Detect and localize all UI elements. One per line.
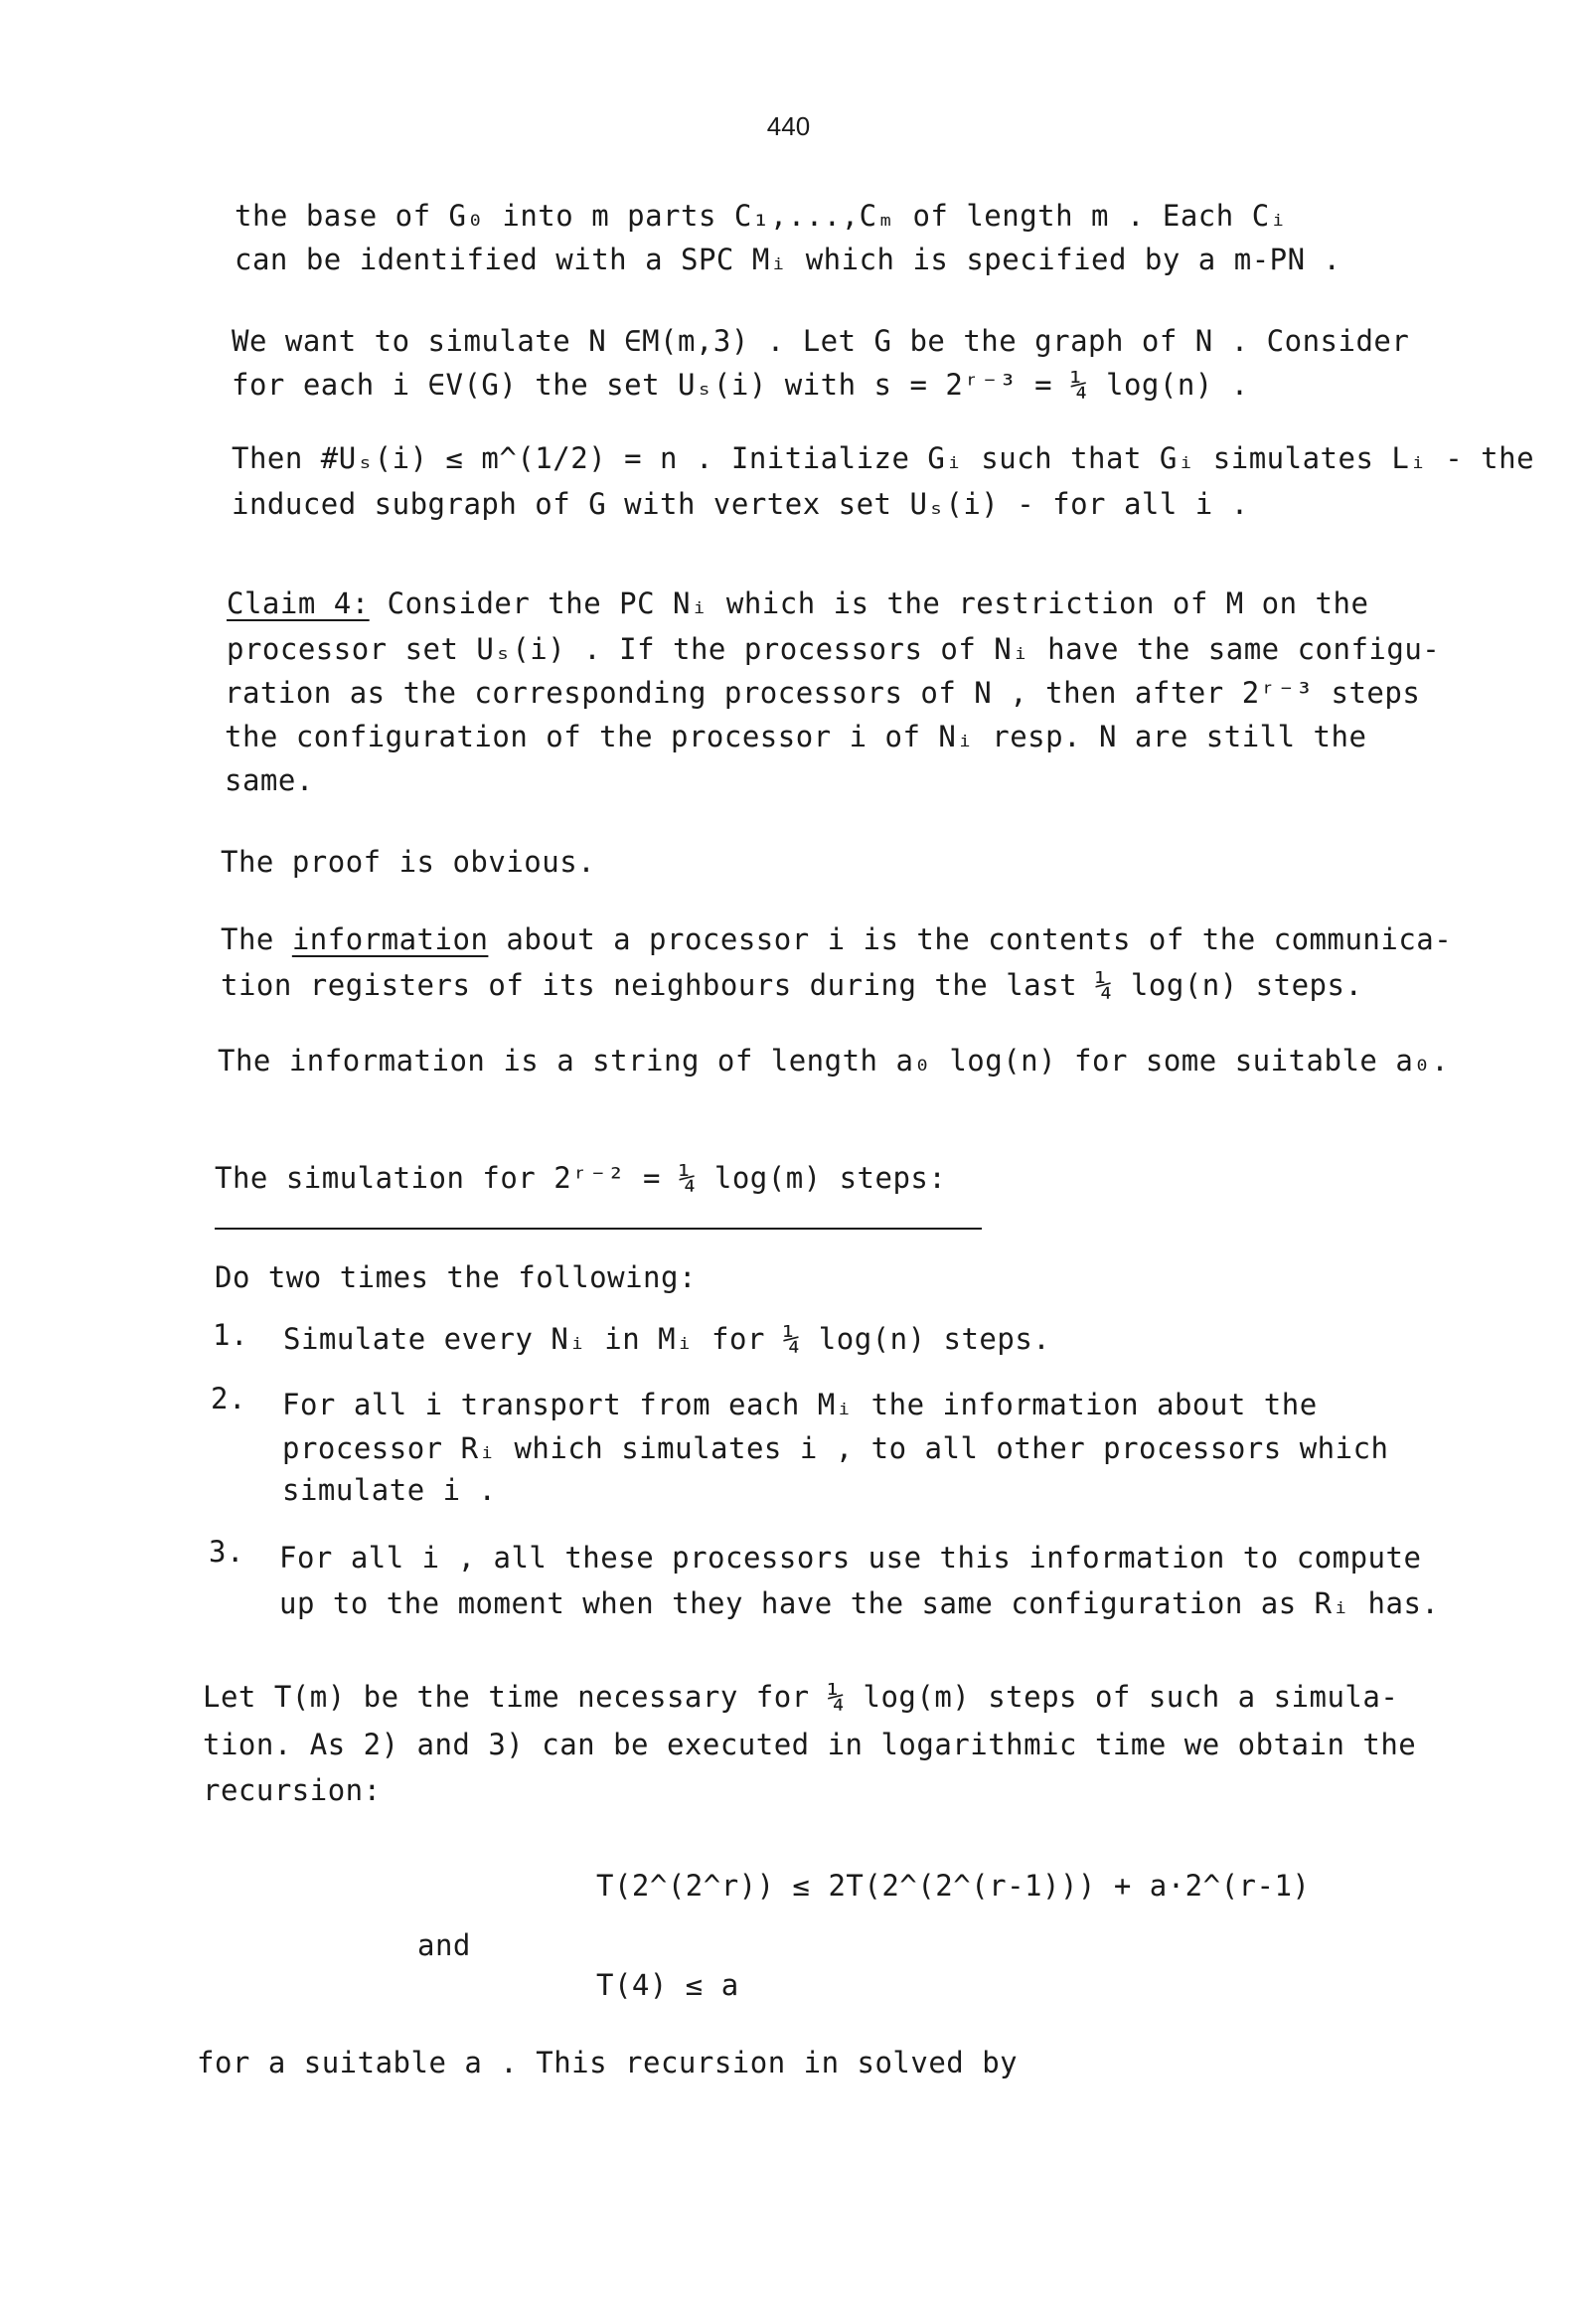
- information-term: information: [291, 922, 489, 956]
- paragraph2-line2: for each i ∈V(G) the set Uₛ(i) with s = 2ʳ⁻³ = ¼ log(n) .: [232, 368, 1249, 402]
- paragraph2-line1: We want to simulate N ∈M(m,3) . Let G be the graph of N . Consider: [232, 324, 1410, 358]
- information-line1: [221, 922, 1452, 956]
- step1-line1: Simulate every Nᵢ in Mᵢ for ¼ log(n) steps.: [283, 1322, 1051, 1356]
- step3-line1: For all i , all these processors use this information to compute: [279, 1541, 1422, 1575]
- claim4-line4: the configuration of the processor i of Nᵢ resp. N are still the: [225, 720, 1367, 753]
- proof-text: The proof is obvious.: [221, 845, 596, 879]
- closing-text: for a suitable a . This recursion in solved by: [197, 2046, 1019, 2079]
- simulation-heading: The simulation for 2ʳ⁻² = ¼ log(m) steps:: [215, 1161, 947, 1195]
- step2-line2: processor Rᵢ which simulates i , to all other processors which: [282, 1431, 1389, 1465]
- information-length: The information is a string of length a₀ log(n) for some suitable a₀.: [218, 1044, 1450, 1078]
- information-line2: tion registers of its neighbours during the last ¼ log(n) steps.: [221, 968, 1363, 1002]
- paragraph1-line1: the base of G₀ into m parts C₁,...,Cₘ of length m . Each Cᵢ: [235, 199, 1288, 233]
- let-line1: Let T(m) be the time necessary for ¼ log(m) steps of such a simula-: [203, 1680, 1399, 1714]
- page-number: 440: [766, 111, 811, 141]
- equation-and: and: [417, 1928, 471, 1962]
- paragraph2-line4: induced subgraph of G with vertex set Uₛ(i) - for all i .: [232, 487, 1249, 521]
- claim4-line3: ration as the corresponding processors of N , then after 2ʳ⁻³ steps: [225, 676, 1421, 710]
- step2-line3: simulate i .: [282, 1473, 497, 1507]
- claim4-label: Claim 4:: [227, 586, 370, 620]
- information-line1-rest: about a processor i is the contents of the communica-: [488, 922, 1453, 956]
- let-line2: tion. As 2) and 3) can be executed in logarithmic time we obtain the: [203, 1728, 1417, 1761]
- step3-number: 3.: [209, 1535, 244, 1569]
- step1-number: 1.: [213, 1318, 248, 1352]
- step2-number: 2.: [211, 1382, 246, 1415]
- equation-1: T(2^(2^r)) ≤ 2T(2^(2^(r-1))) + a·2^(r-1): [596, 1869, 1311, 1903]
- claim4-line1-text: Consider the PC Nᵢ which is the restriction of M on the: [369, 586, 1369, 620]
- claim4-line2: processor set Uₛ(i) . If the processors of Nᵢ have the same configu-: [227, 632, 1441, 666]
- heading-rule: [215, 1228, 982, 1230]
- information-prefix: The: [221, 922, 292, 956]
- claim4-line1: [227, 586, 1368, 620]
- claim4-line5: same.: [225, 763, 314, 797]
- step3-line2: up to the moment when they have the same configuration as Rᵢ has.: [279, 1586, 1440, 1620]
- intro-text: Do two times the following:: [215, 1260, 697, 1294]
- paragraph1-line2: can be identified with a SPC Mᵢ which is specified by a m-PN .: [235, 243, 1341, 276]
- step2-line1: For all i transport from each Mᵢ the information about the: [282, 1388, 1318, 1421]
- paragraph2-line3: Then #Uₛ(i) ≤ m^(1/2) = n . Initialize Gᵢ such that Gᵢ simulates Lᵢ - the: [232, 441, 1535, 475]
- let-line3: recursion:: [203, 1773, 382, 1807]
- equation-2: T(4) ≤ a: [596, 1968, 739, 2002]
